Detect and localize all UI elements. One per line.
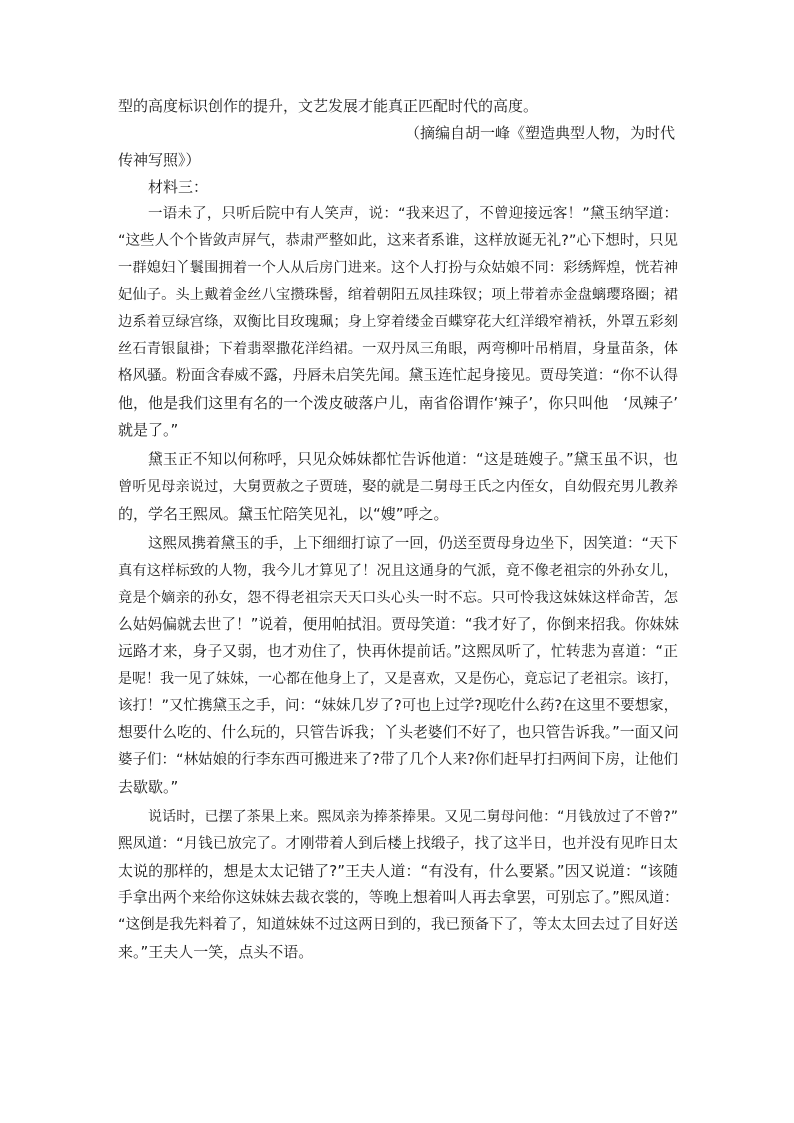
text-line: 一群媳妇丫鬟围拥着一个人从后房门进来。这个人打扮与众姑娘不同：彩绣辉煌，恍若神: [118, 260, 678, 276]
text-line: 太说的那样的，想是太太记错了?”王夫人道：“有没有，什么要紧。”因又说道：“该随: [118, 862, 678, 880]
text-line: “这倒是我先料着了，知道妹妹不过这两日到的，我已预备下了，等太太回去过了目好送: [118, 917, 678, 933]
source-citation-cont: 传神写照》）: [118, 151, 201, 169]
text-line: 远路才来，身子又弱，也才劝住了，快再休提前话。”这熙凤听了，忙转悲为喜道：“正: [118, 643, 678, 660]
text-line: 是呢！我一见了妹妹，一心都在他身上了，又是喜欢，又是伤心，竟忘记了老祖宗。该打，: [118, 671, 678, 687]
source-citation: （摘编自胡一峰《塑造典型人物，为时代: [404, 124, 675, 142]
text-line: 妃仙子。头上戴着金丝八宝攒珠髻，绾着朝阳五凤挂珠钗；项上带着赤金盘螭璎珞圈；裙: [118, 287, 678, 303]
text-line: 黛玉正不知以何称呼，只见众姊妹都忙告诉他道：“这是琏嫂子。”黛玉虽不识，也: [148, 451, 678, 468]
text-line: 曾听见母亲说过，大舅贾赦之子贾琏，娶的就是二舅母王氏之内侄女，自幼假充男儿教养: [118, 479, 678, 495]
text-line: 边系着豆绿宫绦，双衡比目玫瑰珮；身上穿着缕金百蝶穿花大红洋缎窄褃袄，外罩五彩刻: [118, 314, 678, 330]
text-line: “这些人个个皆敛声屏气，恭肃严整如此，这来者系谁，这样放诞无礼?”心下想时，只见: [118, 233, 678, 249]
text-line: 他，他是我们这里有名的一个泼皮破落户儿，南省俗谓作‘辣子’，你只叫他 ‘凤辣子’: [118, 394, 678, 412]
text-line: 真有这样标致的人物，我今儿才算见了！况且这通身的气派，竟不像老祖宗的外孙女儿，: [118, 563, 678, 579]
text-line: 婆子们：“林姑娘的行李东西可搬进来了?带了几个人来?你们赶早打扫两间下房，让他们: [118, 752, 678, 768]
text-line: 丝石青银鼠褂；下着翡翠撒花洋绉裙。一双丹凤三角眼，两弯柳叶吊梢眉，身量苗条，体: [118, 341, 678, 357]
text-line: 型的高度标识创作的提升，文艺发展才能真正匹配时代的高度。: [118, 97, 539, 115]
text-line: 手拿出两个来给你这妹妹去裁衣裳的，等晚上想着叫人再去拿罢，可别忘了。”熙凤道：: [118, 889, 679, 906]
text-line: 这熙凤携着黛玉的手，上下细细打谅了一回，仍送至贾母身边坐下，因笑道：“天下: [148, 536, 678, 552]
text-line: 该打！”又忙携黛玉之手，问：“妹妹几岁了?可也上过学?现吃什么药?在这里不要想家，: [118, 698, 679, 714]
text-line: 说话时，已摆了茶果上来。熙凤亲为捧茶捧果。又见二舅母问他：“月钱放过了不曾?”: [148, 809, 678, 825]
text-line: 去歇歇。”: [118, 778, 179, 796]
text-line: 格风骚。粉面含春威不露，丹唇未启笑先闻。黛玉连忙起身接见。贾母笑道：“你不认得: [118, 368, 678, 384]
text-line: 想要什么吃的、什么玩的，只管告诉我；丫头老婆们不好了，也只管告诉我。”一面又问: [118, 724, 679, 741]
section-heading: 材料三：: [148, 178, 209, 196]
text-line: 竟是个嫡亲的孙女，怨不得老祖宗天天口头心头一时不忘。只可怜我这妹妹这样命苦，怎: [118, 590, 678, 606]
text-line: 么姑妈偏就去世了！”说着，便用帕拭泪。贾母笑道：“我才好了，你倒来招我。你妹妹: [118, 616, 680, 633]
text-line: 熙凤道：“月钱已放完了。才刚带着人到后楼上找缎子，找了这半日，也并没有见昨日太: [118, 836, 678, 852]
text-line: 一语未了，只听后院中有人笑声，说：“我来迟了，不曾迎接远客！”黛玉纳罕道：: [148, 206, 678, 222]
text-line: 就是了。”: [118, 421, 179, 439]
text-line: 的，学名王熙凤。黛玉忙陪笑见礼，以“嫂”呼之。: [118, 505, 449, 523]
text-line: 来。”王夫人一笑，点头不语。: [118, 943, 314, 961]
